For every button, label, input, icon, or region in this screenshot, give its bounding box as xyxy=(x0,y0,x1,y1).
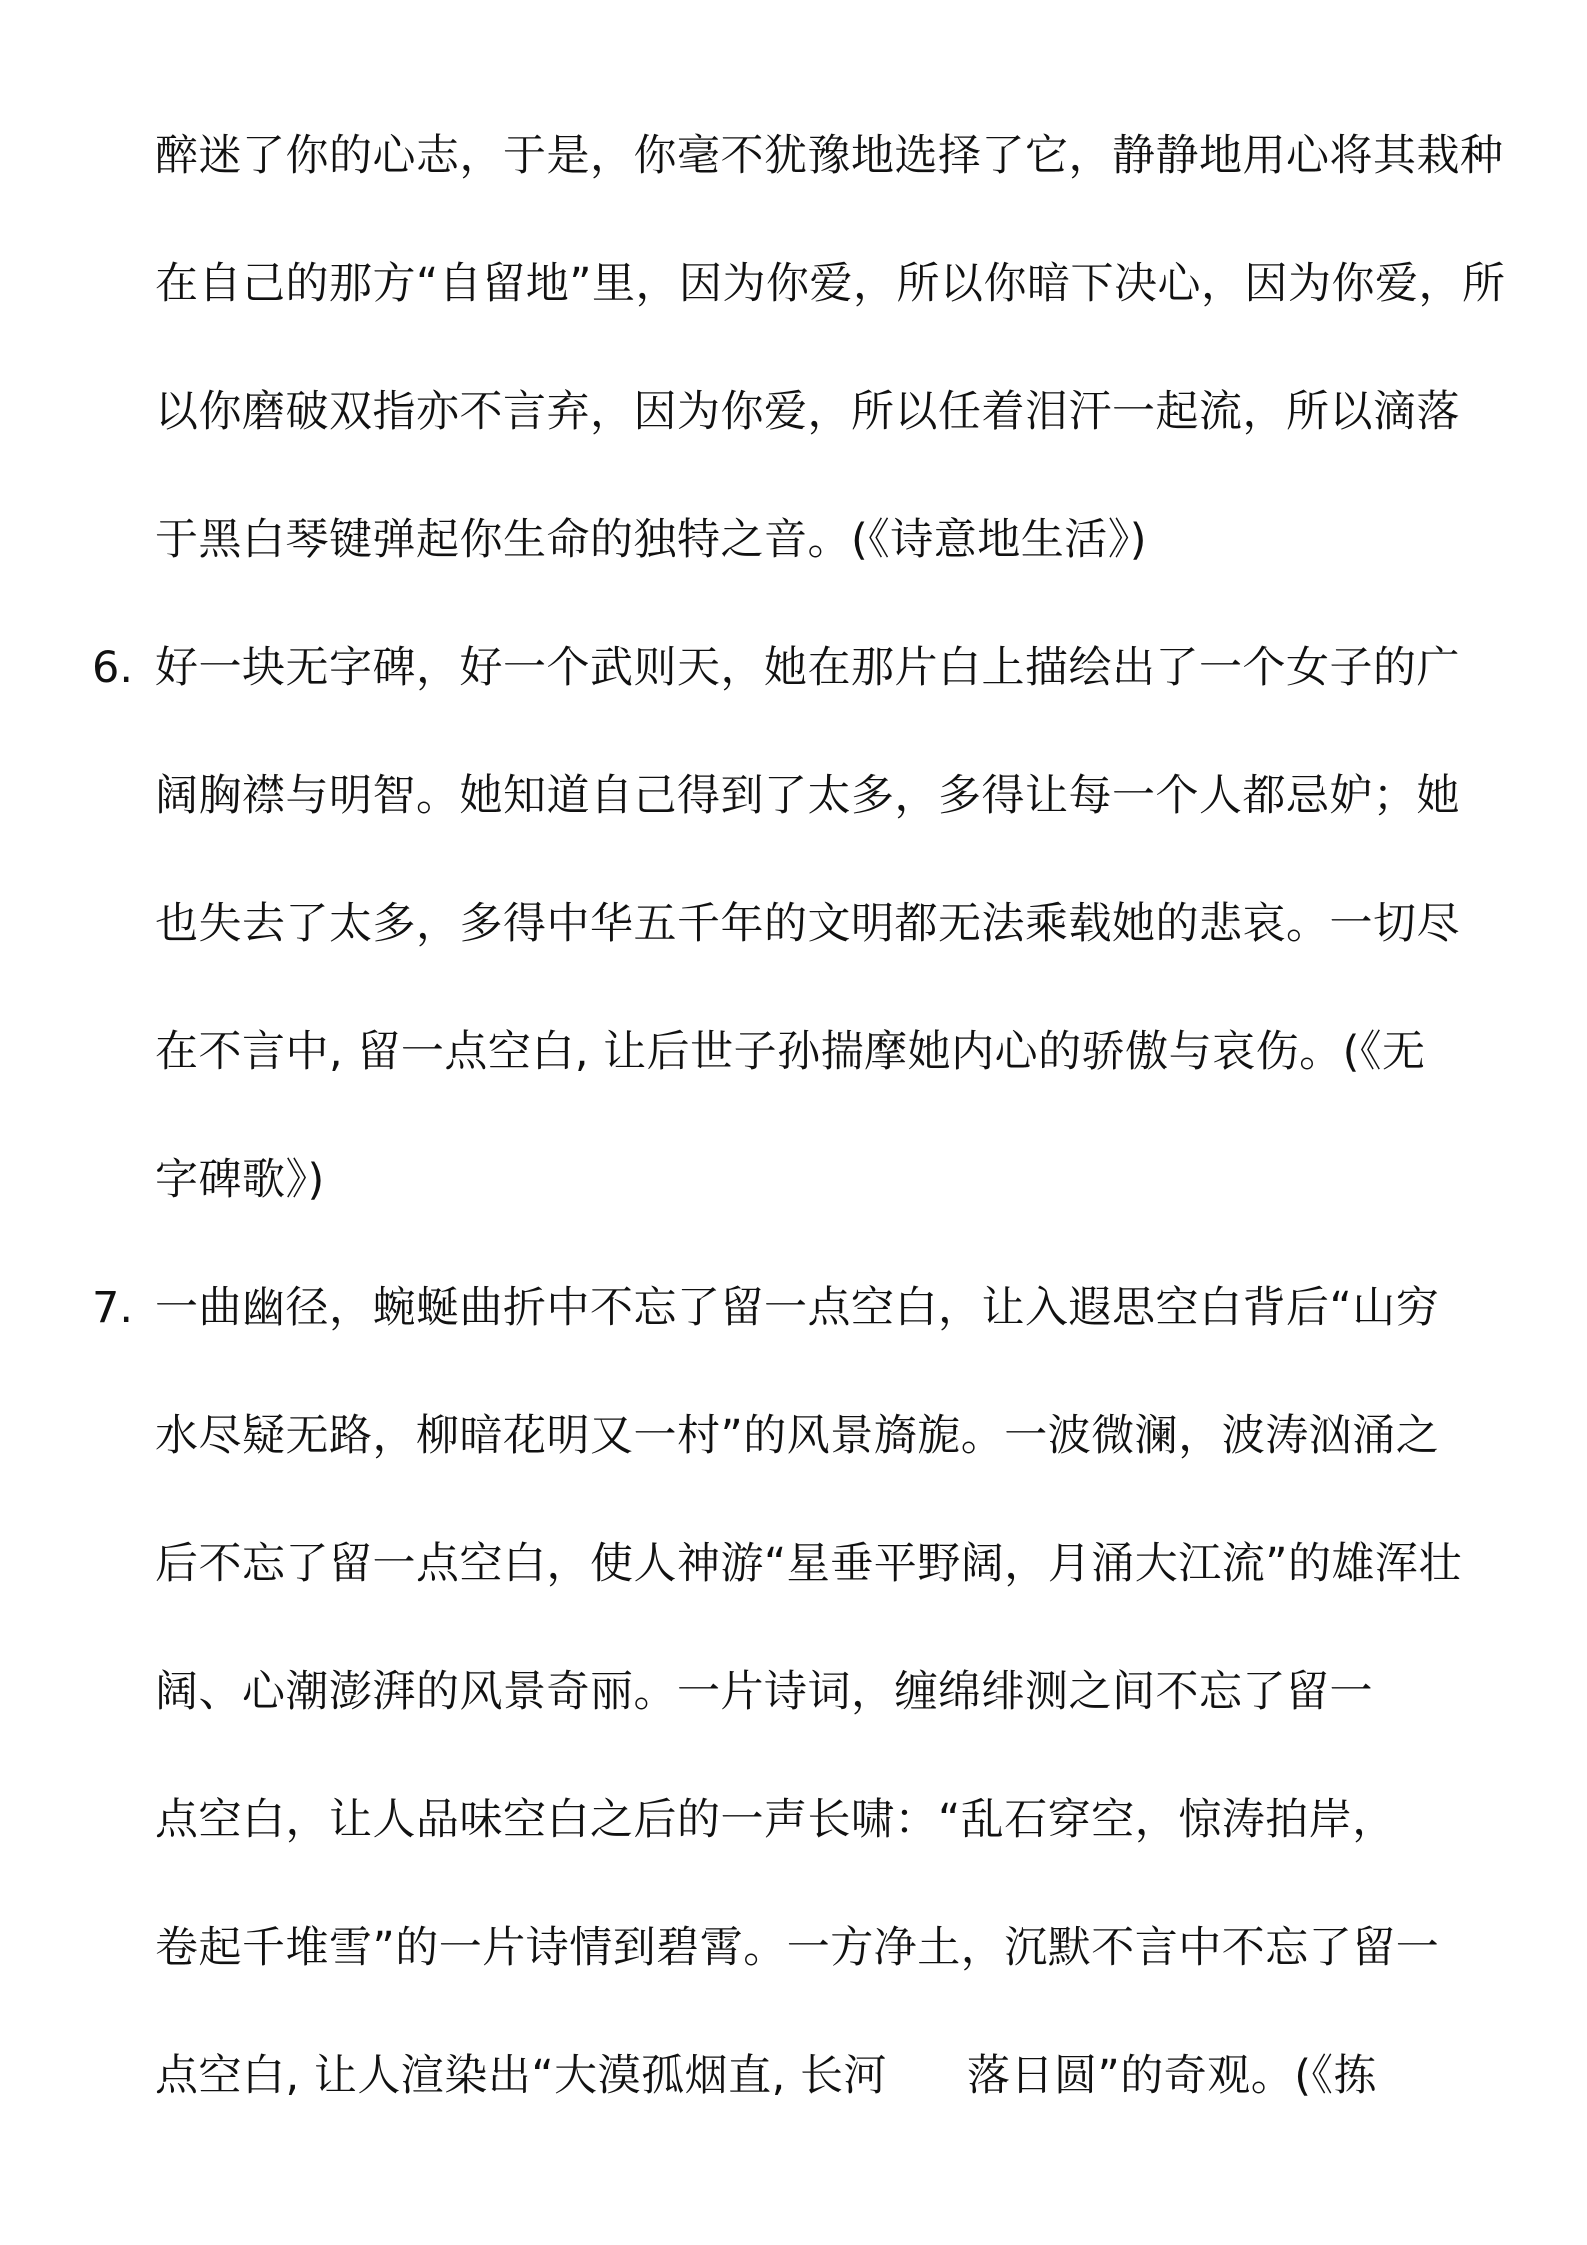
paragraph-7-line-4: 阔、心潮澎湃的风景奇丽。一片诗词，缠绵绯测之间不忘了留一 xyxy=(155,1667,1373,1717)
paragraph-7-line-7-part-1: 点空白, 让人渲染出“大漠孤烟直, 长河 xyxy=(155,2051,887,2101)
paragraph-1-line-2: 在自己的那方“自留地”里，因为你爱，所以你暗下决心，因为你爱，所 xyxy=(155,259,1506,309)
paragraph-6-line-2: 阔胸襟与明智。她知道自己得到了太多，多得让每一个人都忌妒；她 xyxy=(155,771,1460,821)
paragraph-6-number: 6. xyxy=(92,643,134,693)
paragraph-7-line-7-part-2: 落日圆”的奇观。(《拣 xyxy=(966,2051,1378,2101)
paragraph-6-line-1: 好一块无字碑，好一个武则天，她在那片白上描绘出了一个女子的广 xyxy=(155,643,1460,693)
paragraph-1-line-1: 醉迷了你的心志，于是，你毫不犹豫地选择了它，静静地用心将其栽种 xyxy=(155,131,1504,181)
paragraph-7-line-2: 水尽疑无路，柳暗花明又一村”的风景旖旎。一波微澜，波涛汹涌之 xyxy=(155,1411,1440,1461)
paragraph-7-line-7 xyxy=(155,2046,1475,2106)
paragraph-6-line-5: 字碑歌》) xyxy=(155,1155,325,1205)
paragraph-6-line-4: 在不言中, 留一点空白, 让后世子孙揣摩她内心的骄傲与哀伤。(《无 xyxy=(155,1027,1426,1077)
paragraph-6-line-3: 也失去了太多，多得中华五千年的文明都无法乘载她的悲哀。一切尽 xyxy=(155,899,1460,949)
paragraph-7-line-6: 卷起千堆雪”的一片诗情到碧霄。一方净土，沉默不言中不忘了留一 xyxy=(155,1923,1440,1973)
paragraph-7-line-1: 一曲幽径，蜿蜒曲折中不忘了留一点空白，让入遐思空白背后“山穷 xyxy=(155,1283,1440,1333)
paragraph-7-line-3: 后不忘了留一点空白，使人神游“星垂平野阔，月涌大江流”的雄浑壮 xyxy=(155,1539,1463,1589)
paragraph-1-line-3: 以你磨破双指亦不言弃，因为你爱，所以任着泪汗一起流，所以滴落 xyxy=(155,387,1460,437)
paragraph-7-number: 7. xyxy=(92,1283,134,1333)
paragraph-1-line-4: 于黑白琴键弹起你生命的独特之音。(《诗意地生活》) xyxy=(155,515,1148,565)
paragraph-7-line-5: 点空白，让人品味空白之后的一声长啸：“乱石穿空，惊涛拍岸， xyxy=(155,1795,1396,1845)
